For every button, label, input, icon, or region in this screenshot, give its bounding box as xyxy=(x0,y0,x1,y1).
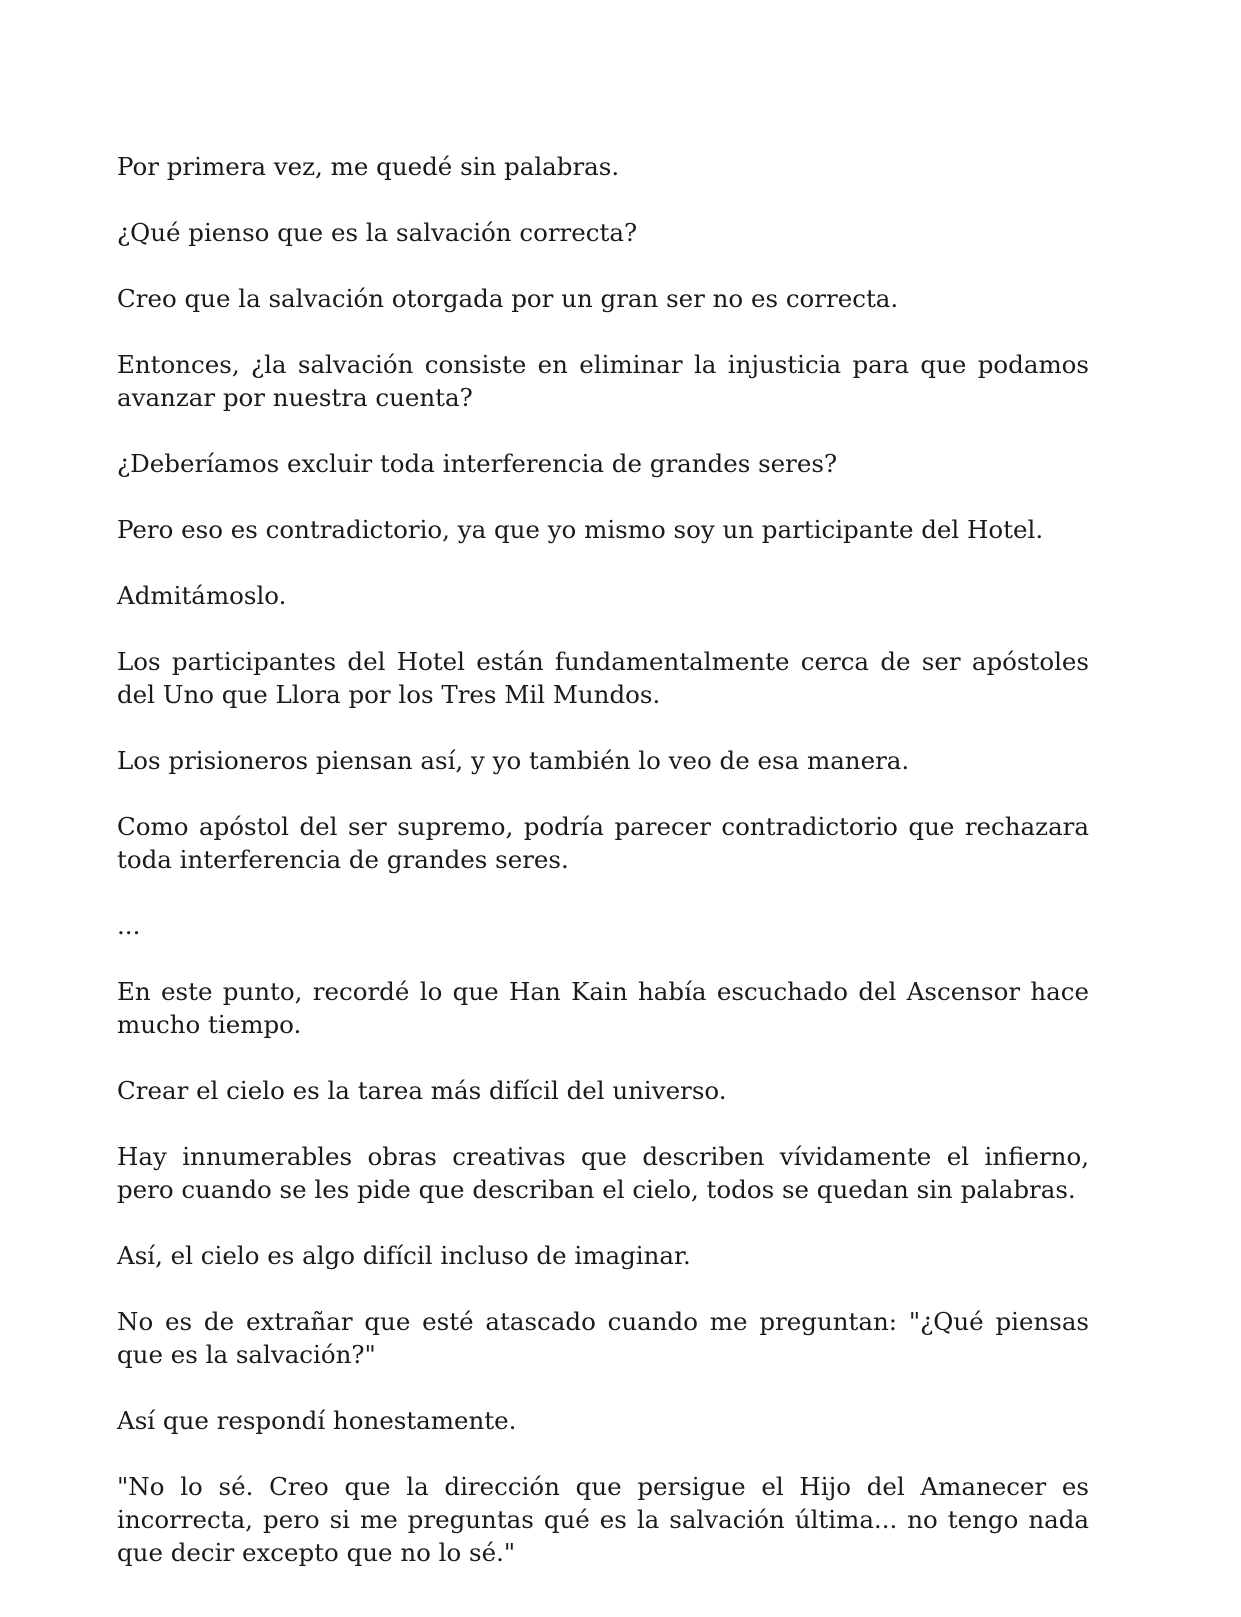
paragraph: No es de extrañar que esté atascado cuando me preguntan: "¿Qué piensas que es la salvación?" xyxy=(117,1307,1089,1369)
paragraph: Hay innumerables obras creativas que describen vívidamente el infierno, pero cuando se les pide que describan el cielo, todos se quedan sin palabras. xyxy=(117,1142,1089,1204)
paragraph: En este punto, recordé lo que Han Kain había escuchado del Ascensor hace mucho tiempo. xyxy=(117,977,1089,1039)
paragraph: Crear el cielo es la tarea más difícil del universo. xyxy=(117,1076,727,1105)
paragraph: Los participantes del Hotel están fundamentalmente cerca de ser apóstoles del Uno que Llora por los Tres Mil Mundos. xyxy=(117,647,1089,709)
paragraph: Entonces, ¿la salvación consiste en eliminar la injusticia para que podamos avanzar por nuestra cuenta? xyxy=(117,350,1089,412)
paragraph: Por primera vez, me quedé sin palabras. xyxy=(117,152,620,181)
paragraph: Admitámoslo. xyxy=(117,581,287,610)
paragraph: Así, el cielo es algo difícil incluso de imaginar. xyxy=(117,1241,691,1270)
paragraph: Creo que la salvación otorgada por un gran ser no es correcta. xyxy=(117,284,899,313)
ellipsis-separator: ... xyxy=(117,911,141,940)
paragraph: ¿Deberíamos excluir toda interferencia de grandes seres? xyxy=(117,449,838,478)
document-body xyxy=(117,150,1089,1602)
paragraph: Así que respondí honestamente. xyxy=(117,1406,517,1435)
paragraph: "No lo sé. Creo que la dirección que persigue el Hijo del Amanecer es incorrecta, pero si me preguntas qué es la salvación última... no tengo nada que decir excepto que no lo sé." xyxy=(117,1472,1089,1567)
paragraph: Como apóstol del ser supremo, podría parecer contradictorio que rechazara toda interferencia de grandes seres. xyxy=(117,812,1089,874)
paragraph: Pero eso es contradictorio, ya que yo mismo soy un participante del Hotel. xyxy=(117,515,1044,544)
paragraph: ¿Qué pienso que es la salvación correcta? xyxy=(117,218,638,247)
paragraph: Los prisioneros piensan así, y yo también lo veo de esa manera. xyxy=(117,746,910,775)
